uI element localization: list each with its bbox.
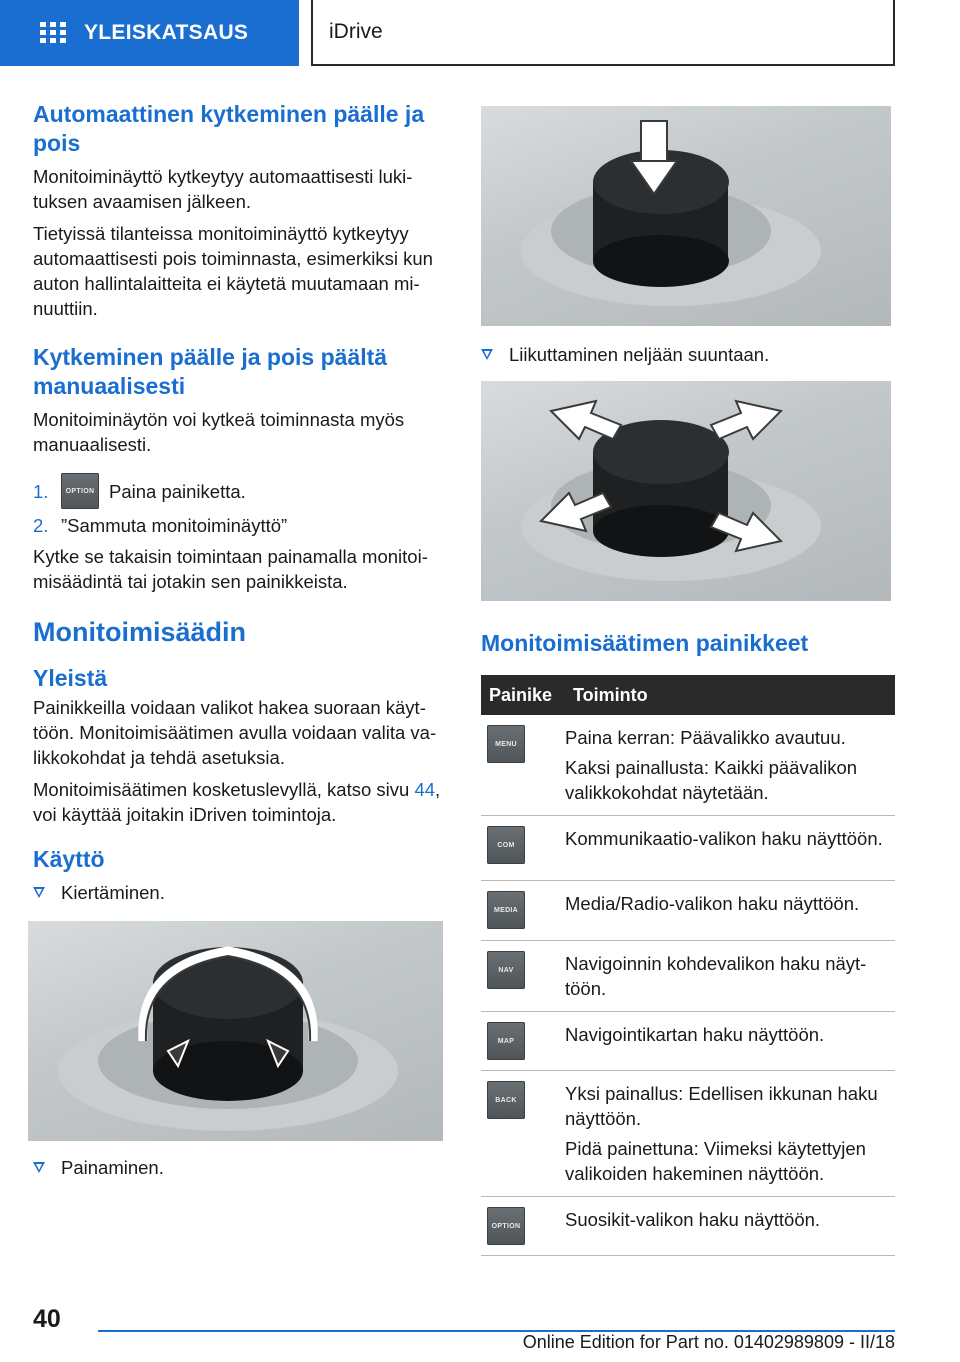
option-button-icon: OPTION (61, 473, 99, 509)
com-button-icon: COM (487, 826, 525, 864)
step-number: 2. (33, 515, 49, 536)
controller-move-image (481, 381, 891, 601)
controller-turn-image (28, 921, 443, 1141)
option-button-icon: OPTION (487, 1207, 525, 1245)
paragraph-auto-1: Monitoiminäyttö kytkeytyy automaattisesti lukituksen avaamisen jälkeen. (33, 166, 413, 212)
page-link[interactable]: 44 (414, 779, 436, 800)
buttons-table (481, 675, 895, 1256)
table-row: OPTION Suosikit-valikon haku näyttöön. (481, 1197, 895, 1256)
media-button-icon: MEDIA (487, 891, 525, 929)
table-row: NAV Navigoinnin kohdevalikon haku näyttöön. (481, 941, 895, 1012)
map-button-icon: MAP (487, 1022, 525, 1060)
paragraph-general: Painikkeilla voidaan valikot hakea suoraan käyttöön. Monitoimisäätimen avulla voidaan valita valikkokohdat ja tehdä asetuksia. (33, 697, 437, 768)
column-header-function: Toiminto (565, 675, 895, 715)
table-row: MEDIA Media/Radio-valikon haku näyttöön. (481, 881, 895, 941)
step-number: 1. (33, 480, 49, 502)
step-text: ”Sammuta monitoiminäyttö” (61, 515, 288, 536)
heading-use: Käyttö (33, 846, 105, 872)
paragraph-manual: Monitoiminäytön voi kytkeä toiminnasta myös manuaalisesti. (33, 409, 405, 455)
paragraph-touchpad: Monitoimisäätimen kosketuslevyllä, katso sivu 44, voi käyttää joitakin iDriven toimintoja. (33, 779, 441, 825)
section-title: YLEISKATSAUS (84, 21, 249, 44)
footer-edition: Online Edition for Part no. 01402989809 - II/18 (522, 1332, 895, 1352)
heading-manual: Kytkeminen päälle ja pois päältä manuaalisesti (33, 344, 388, 399)
controller-press-image (481, 106, 891, 326)
bullet-press: Painaminen. (33, 1155, 443, 1180)
back-button-icon: BACK (487, 1081, 525, 1119)
menu-button-icon: MENU (487, 725, 525, 763)
step-text: Paina painiketta. (109, 480, 246, 502)
heading-controller: Monitoimisäädin (33, 617, 247, 647)
table-row: COM Kommunikaatio-valikon haku näyttöön. (481, 816, 895, 881)
bullet-move: Liikuttaminen neljään suuntaan. (481, 342, 895, 367)
heading-auto: Automaattinen kytkeminen päälle ja pois (33, 101, 425, 156)
bullet-turn: Kiertäminen. (33, 880, 443, 905)
heading-buttons: Monitoimisäätimen painikkeet (481, 630, 809, 656)
page-number: 40 (33, 1305, 61, 1333)
left-column (33, 100, 443, 1180)
table-row: MAP Navigointikartan haku näyttöön. (481, 1012, 895, 1071)
table-row: BACK Yksi painallus: Edellisen ikkunan haku näyttöön. Pidä painettuna: Viimeksi käytettyjen valikoiden hakeminen näyttöön. (481, 1071, 895, 1197)
step-1 (33, 473, 443, 509)
column-header-button: Painike (481, 675, 565, 715)
chapter-title: iDrive (329, 20, 383, 43)
nav-button-icon: NAV (487, 951, 525, 989)
paragraph-restart: Kytke se takaisin toimintaan painamalla monitoimisäädintä tai jotakin sen painikkeista. (33, 546, 428, 592)
header-section-tab[interactable] (0, 0, 299, 66)
step-2 (33, 513, 443, 538)
right-column (481, 100, 895, 1256)
table-row: MENU Paina kerran: Päävalikko avautuu. Kaksi painallusta: Kaikki päävalikon valikkokohdat näytetään. (481, 715, 895, 816)
grid-icon (40, 22, 66, 44)
header-chapter (311, 0, 895, 66)
heading-general: Yleistä (33, 665, 108, 691)
paragraph-auto-2: Tietyissä tilanteissa monitoiminäyttö kytkeytyy automaattisesti pois toiminnasta, esimerkiksi kun auton hallintalaitteita ei käytetä muutamaan minuuttiin. (33, 223, 433, 319)
triangle-bullet-icon (481, 349, 493, 360)
triangle-bullet-icon (33, 887, 45, 898)
triangle-bullet-icon (33, 1162, 45, 1173)
